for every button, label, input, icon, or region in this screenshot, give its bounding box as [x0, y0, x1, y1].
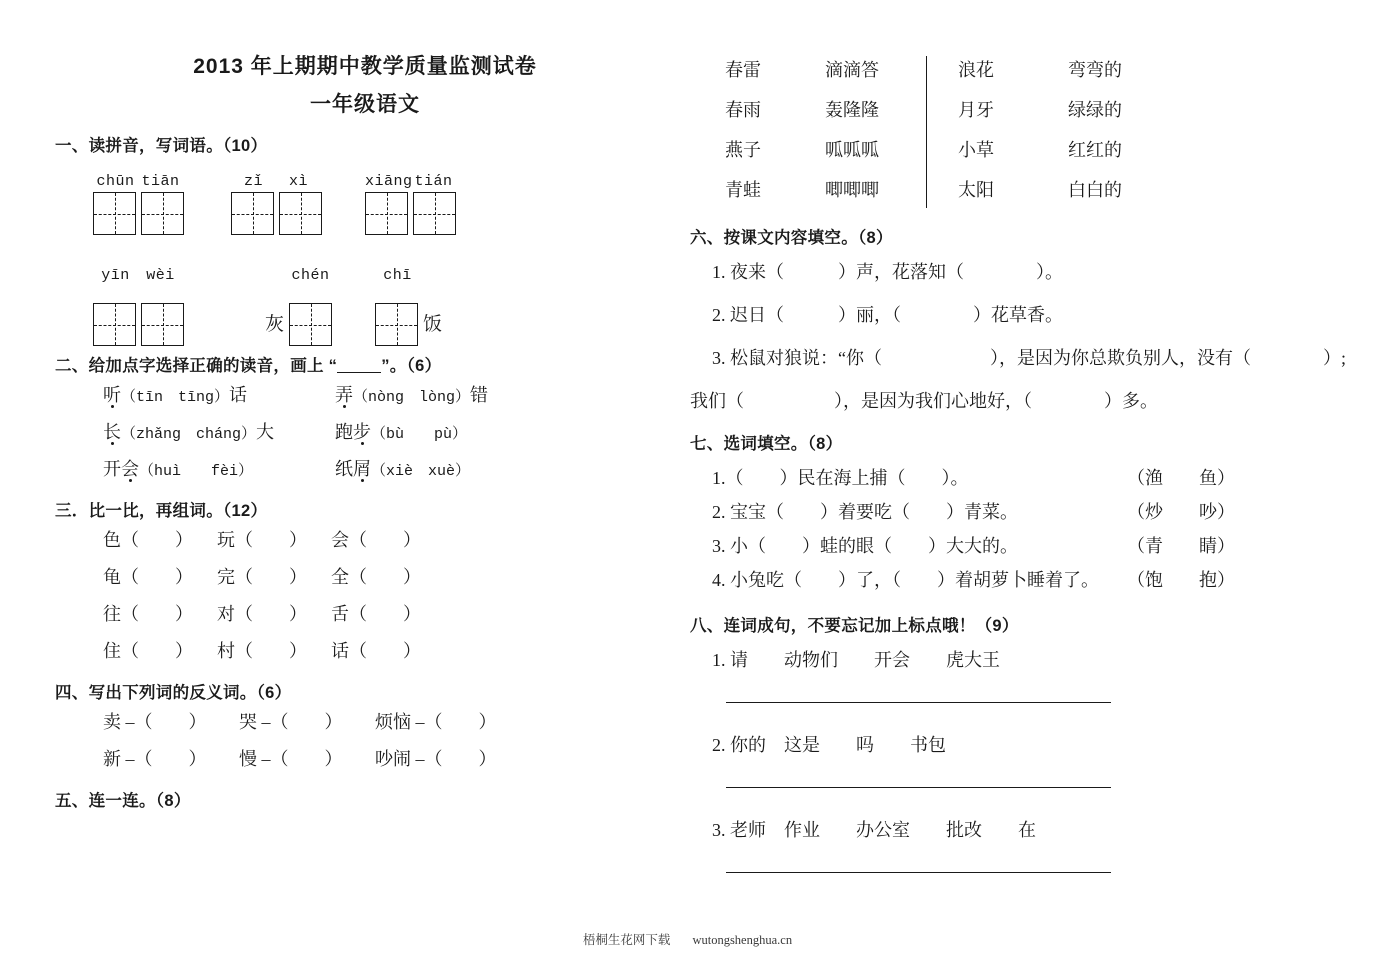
footer-site-url: wutongshenghua.cn	[692, 933, 793, 947]
match-item[interactable]: 月牙	[958, 100, 994, 120]
s3-cell[interactable]: 话（ ）	[331, 641, 421, 661]
s2-pre: 开	[103, 459, 121, 479]
s4-cell[interactable]: 新 –（ ）	[103, 749, 207, 769]
s3-row	[103, 642, 665, 660]
dotted-character: 步	[353, 422, 371, 442]
s8-words: 2. 你的 这是 吗 书包	[712, 735, 946, 755]
tianzi-grid-box[interactable]	[141, 303, 184, 346]
right-column	[690, 50, 1346, 901]
pinyin-label: chūn	[96, 173, 135, 190]
s2-row	[103, 386, 665, 405]
s3-cell[interactable]: 会（ ）	[331, 530, 421, 550]
s6-item-continued[interactable]: 我们（ ），是因为我们心地好，（ ）多。	[690, 391, 1158, 411]
section-8-body	[690, 646, 1320, 873]
s7-choice[interactable]: （渔 鱼）	[1127, 468, 1235, 488]
tianzi-grid-box[interactable]	[375, 303, 418, 346]
s8-answer-line[interactable]	[726, 702, 1111, 703]
match-item[interactable]: 绿绿的	[1068, 100, 1122, 120]
match-col-right-b	[1068, 50, 1122, 210]
pinyin-group-chifan	[375, 260, 447, 346]
section-2-heading-a: 二、给加点字选择正确的读音，画上 “	[55, 357, 338, 375]
prefix-character: 灰	[265, 314, 285, 335]
s2-pinyin-choices[interactable]: （zhǎng cháng）	[121, 426, 257, 443]
s2-pinyin-choices[interactable]: （bù pù）	[371, 426, 468, 443]
match-item[interactable]: 轰隆隆	[825, 100, 879, 120]
section-1-heading: 一、读拼音，写词语。（10）	[55, 137, 268, 155]
footer-site-name: 梧桐生花网下载	[582, 933, 671, 947]
pinyin-label: chī	[383, 267, 412, 284]
s4-cell[interactable]: 哭 –（ ）	[239, 712, 343, 732]
match-item[interactable]: 青蛙	[725, 180, 761, 200]
s2-row	[103, 423, 665, 442]
section-8-heading: 八、连词成句，不要忘记加上标点哦！（9）	[690, 617, 1019, 635]
footer	[0, 930, 1375, 948]
s7-choice[interactable]: （炒 吵）	[1127, 502, 1235, 522]
section-3-heading: 三．比一比，再组词。（12）	[55, 502, 268, 520]
match-item[interactable]: 唧唧唧	[825, 180, 879, 200]
match-col-left-a	[725, 50, 761, 210]
s6-item[interactable]: 1. 夜来（ ）声，花落知（ ）。	[712, 262, 1063, 282]
s2-tail: 错	[470, 385, 489, 405]
s3-cell[interactable]: 完（ ）	[217, 567, 307, 587]
match-item[interactable]: 春雨	[725, 100, 761, 120]
s2-tail: 大	[256, 422, 275, 442]
s2-item[interactable]	[103, 423, 335, 442]
page-subtitle: 一年级语文	[310, 93, 420, 116]
dotted-character: 会	[121, 459, 139, 479]
section-4-heading: 四、写出下列词的反义词。（6）	[55, 684, 292, 702]
pinyin-label: tián	[414, 173, 453, 190]
s2-item[interactable]	[103, 460, 335, 479]
s3-cell[interactable]: 色（ ）	[103, 530, 193, 550]
s7-sentence[interactable]: 1.（ ）民在海上捕（ ）。	[712, 468, 969, 488]
pinyin-group-yinwei	[93, 260, 184, 346]
tianzi-grid-box[interactable]	[141, 192, 184, 235]
s3-cell[interactable]: 龟（ ）	[103, 567, 193, 587]
pinyin-row-1	[55, 166, 665, 260]
section-2-heading	[55, 352, 665, 376]
pinyin-label: wèi	[146, 267, 175, 284]
s3-row	[103, 568, 665, 586]
dotted-character: 听	[103, 385, 121, 405]
pinyin-label: chén	[291, 267, 330, 284]
s2-item[interactable]	[103, 386, 335, 405]
s4-row	[103, 750, 665, 768]
match-item[interactable]: 小草	[958, 140, 994, 160]
s7-sentence[interactable]: 2. 宝宝（ ）着要吃（ ）青菜。	[712, 502, 1018, 522]
pinyin-label: tiān	[141, 173, 180, 190]
s7-choice[interactable]: （青 睛）	[1127, 536, 1235, 556]
s4-cell[interactable]: 烦恼 –（ ）	[375, 712, 497, 732]
pinyin-label: yīn	[101, 267, 130, 284]
s7-sentence[interactable]: 4. 小兔吃（ ）了，（ ）着胡萝卜睡着了。	[712, 570, 1099, 590]
pinyin-group-xiangtian	[365, 166, 456, 235]
matching-divider	[926, 56, 927, 208]
s2-item[interactable]	[335, 460, 567, 479]
s7-item	[690, 464, 1235, 498]
section-7-heading: 七、选词填空。（8）	[690, 435, 843, 453]
page-title: 2013 年上期期中教学质量监测试卷	[193, 55, 537, 78]
left-column	[55, 50, 665, 821]
s2-pre: 跑	[335, 422, 353, 442]
pinyin-row-2	[55, 260, 665, 352]
tianzi-grid-box[interactable]	[93, 192, 136, 235]
s2-pinyin-choices[interactable]: （nòng lòng）	[353, 389, 471, 406]
match-item[interactable]: 浪花	[958, 60, 994, 80]
section-3-body	[55, 531, 665, 660]
s4-cell[interactable]: 卖 –（ ）	[103, 712, 207, 732]
underline-mark	[337, 372, 381, 373]
s2-row	[103, 460, 665, 479]
s8-words: 1. 请 动物们 开会 虎大王	[712, 650, 1000, 670]
match-col-left-b	[825, 50, 879, 210]
pinyin-group-zixi	[231, 166, 322, 235]
match-item[interactable]: 红红的	[1068, 140, 1122, 160]
s8-answer-line[interactable]	[726, 872, 1111, 873]
s2-pinyin-choices[interactable]: （huì fèi）	[139, 463, 254, 480]
match-item[interactable]: 燕子	[725, 140, 761, 160]
tianzi-grid-box[interactable]	[93, 303, 136, 346]
match-item[interactable]: 呱呱呱	[825, 140, 879, 160]
s4-row	[103, 713, 665, 731]
s8-words: 3. 老师 作业 办公室 批改 在	[712, 820, 1036, 840]
match-item[interactable]: 白白的	[1068, 180, 1122, 200]
section-2-heading-b: ”。（6）	[381, 357, 442, 375]
s3-row	[103, 605, 665, 623]
match-item[interactable]: 春雷	[725, 60, 761, 80]
match-item[interactable]: 滴滴答	[825, 60, 879, 80]
dotted-character: 长	[103, 422, 121, 442]
s6-item[interactable]: 3. 松鼠对狼说：“你（ ），是因为你总欺负别人，没有（ ）;	[712, 348, 1346, 368]
pinyin-label: xì	[288, 173, 308, 190]
s3-cell[interactable]: 村（ ）	[217, 641, 307, 661]
section-2-body	[55, 386, 665, 479]
s3-row	[103, 531, 665, 549]
pinyin-group-chuntian	[93, 166, 184, 235]
s3-cell[interactable]: 住（ ）	[103, 641, 193, 661]
tianzi-grid-box[interactable]	[279, 192, 322, 235]
s2-item[interactable]	[335, 423, 567, 442]
s7-sentence[interactable]: 3. 小（ ）蛙的眼（ ）大大的。	[712, 536, 1018, 556]
s3-cell[interactable]: 舌（ ）	[331, 604, 421, 624]
s2-pre: 纸	[335, 459, 353, 479]
section-4-body	[55, 713, 665, 768]
s6-item[interactable]: 2. 迟日（ ）丽，（ ）花草香。	[712, 305, 1063, 325]
pinyin-group-huichen	[260, 260, 333, 346]
section-5-heading: 五、连一连。（8）	[55, 792, 191, 810]
match-item[interactable]: 弯弯的	[1068, 60, 1122, 80]
suffix-character: 饭	[423, 314, 443, 335]
s2-pinyin-choices[interactable]: （tīn tīng）	[121, 389, 230, 406]
tianzi-grid-box[interactable]	[289, 303, 332, 346]
match-col-right-a	[958, 50, 994, 210]
s2-tail: 话	[229, 385, 248, 405]
s4-cell[interactable]: 吵闹 –（ ）	[375, 749, 497, 769]
s3-cell[interactable]: 对（ ）	[217, 604, 307, 624]
s4-cell[interactable]: 慢 –（ ）	[239, 749, 343, 769]
s7-item	[690, 498, 1235, 532]
dotted-character: 屑	[353, 459, 371, 479]
s2-pinyin-choices[interactable]: （xiè xuè）	[371, 463, 471, 480]
s3-cell[interactable]: 玩（ ）	[217, 530, 307, 550]
section-7-body	[690, 464, 1235, 600]
pinyin-writing-block	[55, 166, 665, 352]
s7-item	[690, 566, 1235, 600]
section-6-heading: 六、按课文内容填空。（8）	[690, 229, 893, 247]
tianzi-grid-box[interactable]	[413, 192, 456, 235]
s7-item	[690, 532, 1235, 566]
s2-item[interactable]	[335, 386, 567, 405]
s3-cell[interactable]: 全（ ）	[331, 567, 421, 587]
matching-exercise	[690, 50, 1320, 220]
pinyin-label: xiāng	[365, 173, 413, 190]
tianzi-grid-box[interactable]	[365, 192, 408, 235]
section-6-body	[690, 258, 1346, 413]
s3-cell[interactable]: 往（ ）	[103, 604, 193, 624]
match-item[interactable]: 太阳	[958, 180, 994, 200]
s7-choice[interactable]: （饱 抱）	[1127, 570, 1235, 590]
pinyin-label: zǐ	[243, 173, 263, 190]
s8-answer-line[interactable]	[726, 787, 1111, 788]
dotted-character: 弄	[335, 385, 353, 405]
tianzi-grid-box[interactable]	[231, 192, 274, 235]
